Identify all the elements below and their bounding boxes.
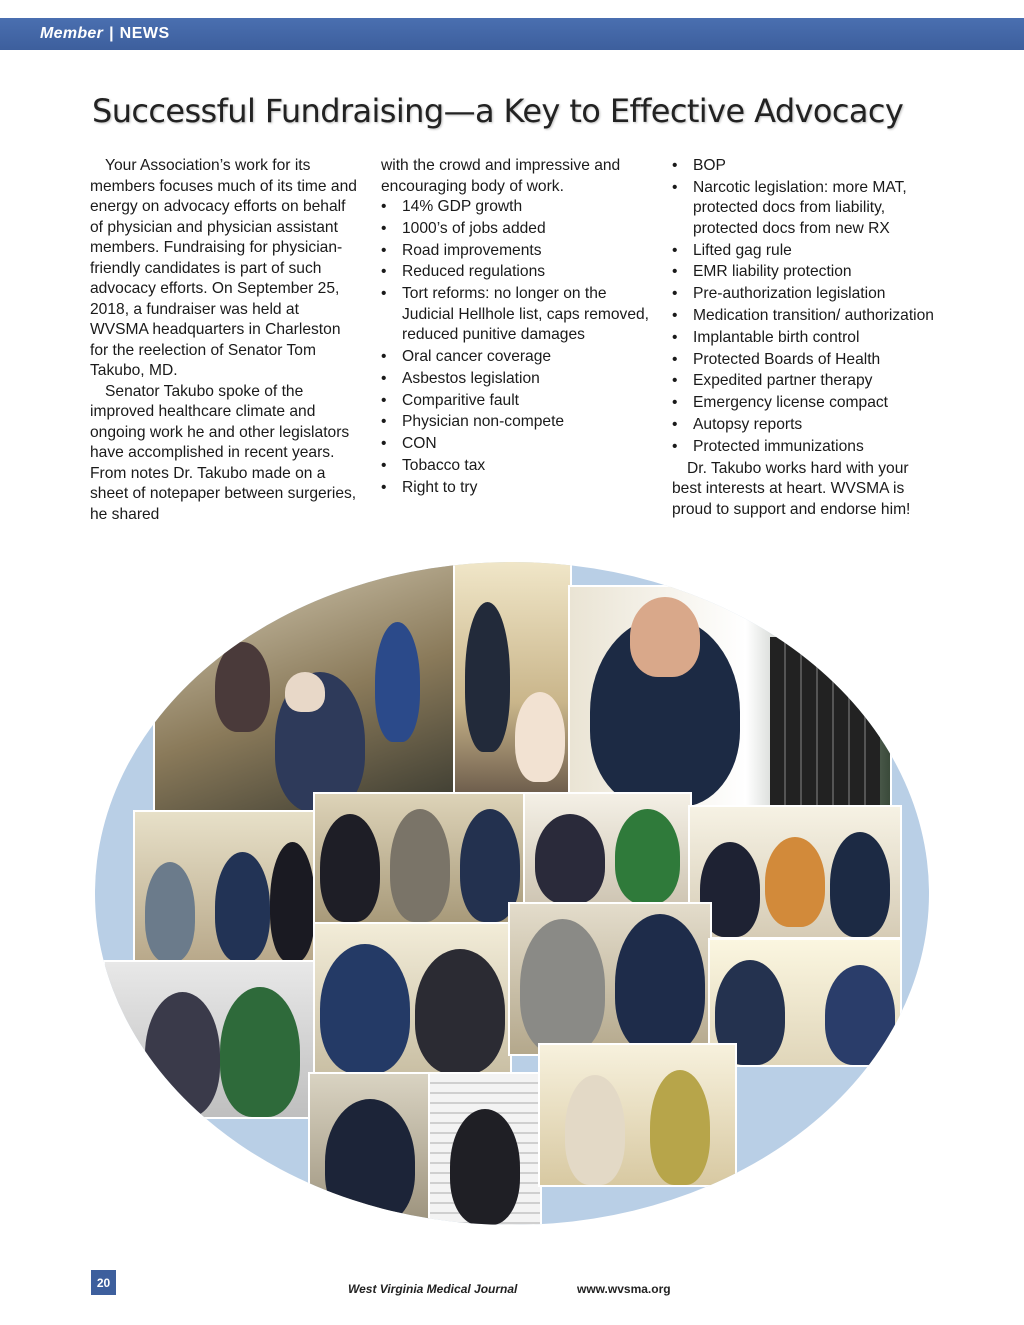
- list-item: • Medication transition/ authorization: [672, 306, 942, 327]
- list-item: • Autopsy reports: [672, 415, 942, 436]
- column-3: [672, 156, 942, 520]
- photo-senator-reading: [570, 587, 890, 807]
- photo-two-men-standing: [510, 904, 710, 1054]
- list-item: • CON: [381, 434, 651, 455]
- list-item: • Comparitive fault: [381, 391, 651, 412]
- photo-three-guests: [315, 794, 525, 922]
- list-item: • Narcotic legislation: more MAT, protected docs from liability, protected docs from new RX: [672, 178, 942, 240]
- photo-group-conversation: [135, 812, 315, 962]
- photo-men-talking: [710, 940, 900, 1065]
- photo-crowd-room: [155, 562, 455, 810]
- list-item: • Right to try: [381, 478, 651, 499]
- category-label: NEWS: [119, 25, 170, 42]
- photo-couple-smiling: [105, 962, 315, 1117]
- photo-seated-discussion: [690, 807, 900, 937]
- paragraph-senator: Senator Takubo spoke of the improved healthcare climate and ongoing work he and other legislators have accomplished in recent years. From notes Dr. Takubo made on a sheet of notepaper between surgeries, he shared: [90, 382, 357, 523]
- section-label: Member: [40, 25, 104, 42]
- list-item: • Emergency license compact: [672, 393, 942, 414]
- article-title: Successful Fundraising—a Key to Effective Advocacy: [92, 92, 904, 130]
- accomplishments-list-1: [381, 197, 651, 498]
- list-item: • 14% GDP growth: [381, 197, 651, 218]
- website-url: www.wvsma.org: [577, 1282, 671, 1296]
- paragraph-intro: Your Association’s work for its members focuses much of its time and energy on advocacy efforts on behalf of physician and physician assistant members. Fundraising for physician-friendly candidates is part of such advocacy efforts. On September 25, 2018, a fundraiser was held at WVSMA headquarters in Charleston for the reelection of Senator Tom Takubo, MD.: [90, 157, 357, 379]
- photo-two-men-laughing: [315, 924, 510, 1074]
- list-item: • Protected immunizations: [672, 437, 942, 458]
- header-separator: |: [109, 25, 114, 42]
- paragraph-continued: with the crowd and impressive and encouraging body of work.: [381, 157, 621, 195]
- photo-standing-guests: [455, 562, 570, 797]
- list-item: • BOP: [672, 156, 942, 177]
- closing-paragraph: Dr. Takubo works hard with your best interests at heart. WVSMA is proud to support and endorse him!: [672, 459, 911, 518]
- list-item: • Expedited partner therapy: [672, 371, 942, 392]
- section-header-bar: [0, 18, 1024, 50]
- list-item: • Tort reforms: no longer on the Judicial Hellhole list, caps removed, reduced punitive damages: [381, 284, 651, 346]
- photo-guests-mingling: [540, 1045, 735, 1185]
- list-item: • 1000’s of jobs added: [381, 219, 651, 240]
- list-item: • Tobacco tax: [381, 456, 651, 477]
- column-1: [90, 156, 360, 525]
- list-item: • EMR liability protection: [672, 262, 942, 283]
- column-2: [381, 156, 651, 500]
- journal-name: West Virginia Medical Journal: [348, 1282, 518, 1296]
- list-item: • Pre-authorization legislation: [672, 284, 942, 305]
- photo-woman-window: [430, 1074, 540, 1225]
- list-item: • Road improvements: [381, 241, 651, 262]
- accomplishments-list-2: [672, 156, 942, 457]
- list-item: • Physician non-compete: [381, 412, 651, 433]
- list-item: • Protected Boards of Health: [672, 350, 942, 371]
- list-item: • Lifted gag rule: [672, 241, 942, 262]
- page-number: 20: [91, 1270, 116, 1295]
- list-item: • Asbestos legislation: [381, 369, 651, 390]
- photo-man-profile: [310, 1074, 430, 1225]
- list-item: • Oral cancer coverage: [381, 347, 651, 368]
- event-photo-collage: [95, 562, 929, 1225]
- list-item: • Implantable birth control: [672, 328, 942, 349]
- list-item: • Reduced regulations: [381, 262, 651, 283]
- photo-smiling-pair: [525, 794, 690, 902]
